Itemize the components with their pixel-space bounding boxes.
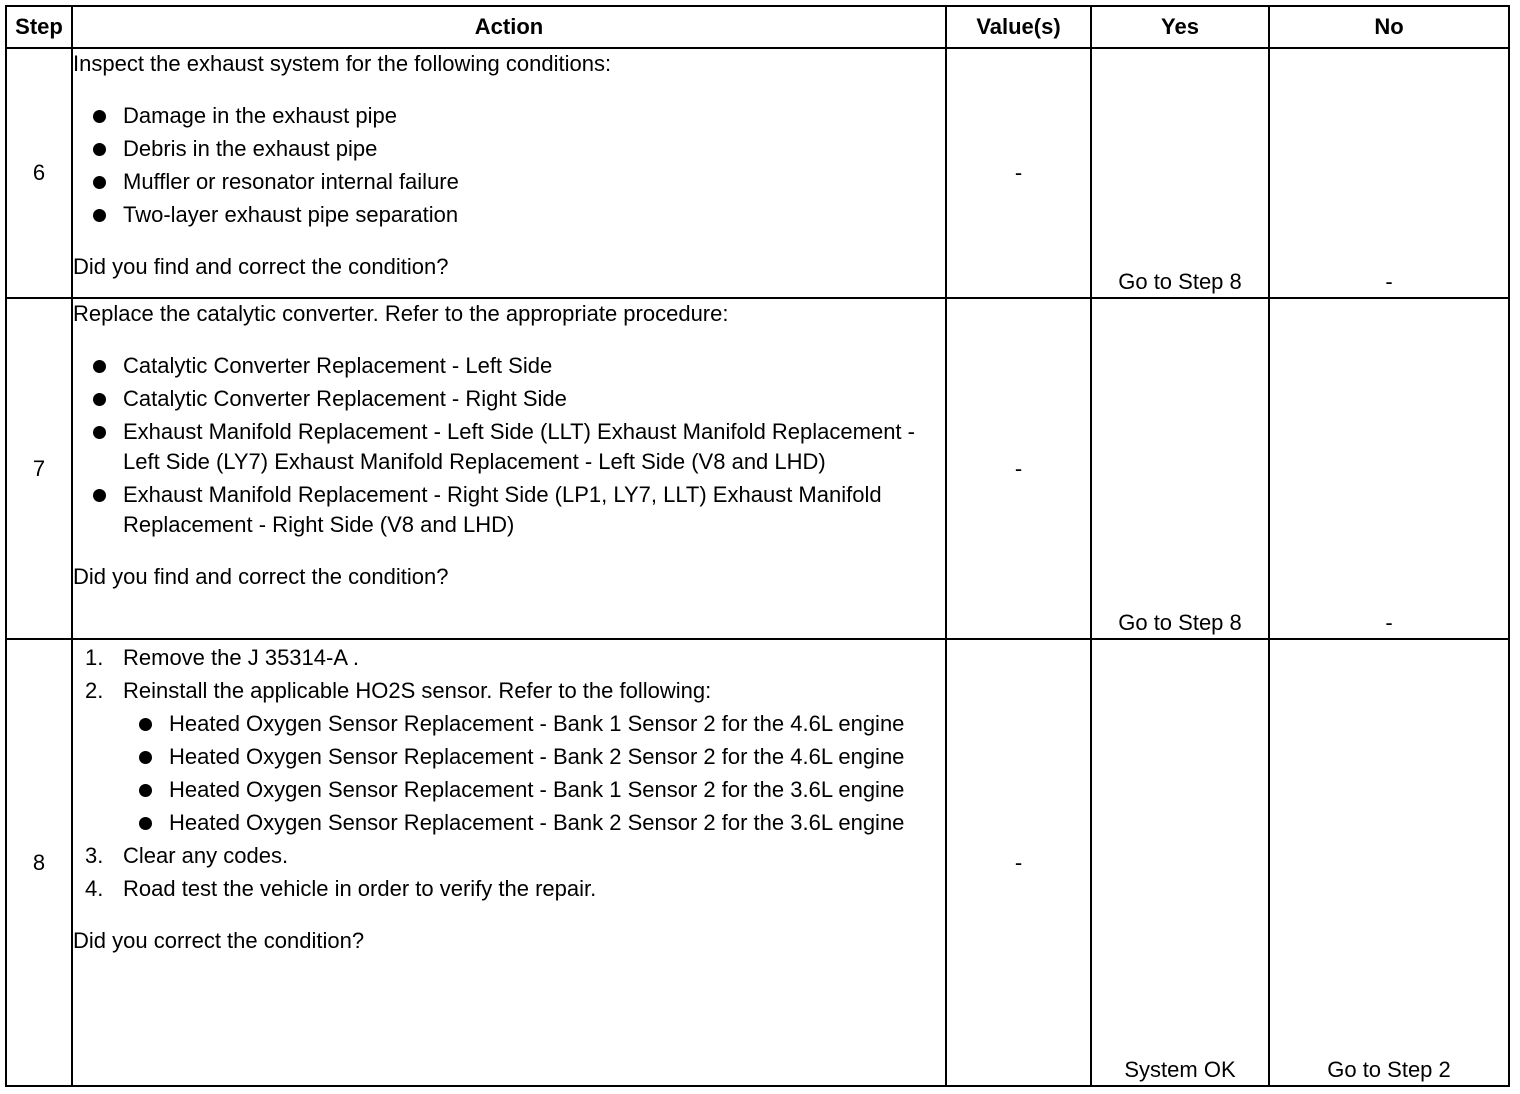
bullet-icon (139, 751, 152, 764)
list-item (91, 167, 945, 197)
list-item (91, 200, 945, 230)
list-item-text: Heated Oxygen Sensor Replacement - Bank 1 Sensor 2 for the 4.6L engine (169, 711, 905, 736)
bullet-icon (93, 426, 106, 439)
action-question: Did you correct the condition? (73, 928, 365, 953)
action-intro: Inspect the exhaust system for the following conditions: (73, 51, 612, 76)
header-step: Step (6, 6, 72, 48)
table-row-step-8 (6, 639, 1509, 1086)
step-number: 7 (6, 298, 72, 639)
header-no: No (1269, 6, 1509, 48)
list-item (91, 480, 945, 540)
list-item-text: Two-layer exhaust pipe separation (123, 202, 459, 227)
list-item (137, 742, 945, 772)
yes-result: System OK (1091, 639, 1269, 1086)
bullet-icon (139, 784, 152, 797)
sensor-list (123, 709, 945, 838)
list-item (137, 775, 945, 805)
list-item-text: Exhaust Manifold Replacement - Right Side (LP1, LY7, LLT) Exhaust Manifold Replacement - Right Side (V8 and LHD) (123, 482, 882, 537)
numbered-step (85, 874, 945, 904)
table-row-step-7 (6, 298, 1509, 639)
no-result: - (1269, 48, 1509, 298)
value-cell: - (946, 48, 1091, 298)
list-item (91, 417, 945, 477)
bullet-icon (93, 110, 106, 123)
numbered-steps (73, 643, 945, 904)
list-item-text: Damage in the exhaust pipe (123, 103, 397, 128)
no-result: Go to Step 2 (1269, 639, 1509, 1086)
list-item-text: Catalytic Converter Replacement - Right Side (123, 386, 567, 411)
header-yes: Yes (1091, 6, 1269, 48)
action-cell (72, 298, 946, 639)
list-item (91, 384, 945, 414)
numbered-step-text: Remove the J 35314-A . (123, 645, 360, 670)
no-result: - (1269, 298, 1509, 639)
list-item (91, 134, 945, 164)
bullet-icon (139, 817, 152, 830)
list-item-text: Heated Oxygen Sensor Replacement - Bank 1 Sensor 2 for the 3.6L engine (169, 777, 905, 802)
action-cell (72, 639, 946, 1086)
step-index: 3. (85, 843, 104, 868)
condition-list (73, 101, 945, 230)
list-item-text: Muffler or resonator internal failure (123, 169, 459, 194)
header-action: Action (72, 6, 946, 48)
bullet-icon (93, 360, 106, 373)
table-row-step-6 (6, 48, 1509, 298)
value-cell: - (946, 298, 1091, 639)
step-index: 1. (85, 645, 104, 670)
list-item (91, 351, 945, 381)
list-item-text: Catalytic Converter Replacement - Left Side (123, 353, 553, 378)
step-index: 4. (85, 876, 104, 901)
numbered-step (85, 841, 945, 871)
list-item-text: Heated Oxygen Sensor Replacement - Bank 2 Sensor 2 for the 4.6L engine (169, 744, 905, 769)
list-item-text: Heated Oxygen Sensor Replacement - Bank 2 Sensor 2 for the 3.6L engine (169, 810, 905, 835)
bullet-icon (93, 143, 106, 156)
numbered-step (85, 643, 945, 673)
action-cell (72, 48, 946, 298)
step-number: 8 (6, 639, 72, 1086)
action-intro: Replace the catalytic converter. Refer to the appropriate procedure: (73, 301, 729, 326)
procedure-list (73, 351, 945, 540)
header-row (6, 6, 1509, 48)
yes-result: Go to Step 8 (1091, 48, 1269, 298)
list-item (91, 101, 945, 131)
bullet-icon (93, 489, 106, 502)
action-question: Did you find and correct the condition? (73, 254, 449, 279)
numbered-step-text: Reinstall the applicable HO2S sensor. Refer to the following: (123, 678, 712, 703)
bullet-icon (93, 176, 106, 189)
action-question: Did you find and correct the condition? (73, 564, 449, 589)
numbered-step-text: Clear any codes. (123, 843, 289, 868)
yes-result: Go to Step 8 (1091, 298, 1269, 639)
header-values: Value(s) (946, 6, 1091, 48)
bullet-icon (93, 393, 106, 406)
list-item (137, 709, 945, 739)
diagnostic-table (5, 5, 1510, 1087)
value-cell: - (946, 639, 1091, 1086)
list-item (137, 808, 945, 838)
bullet-icon (139, 718, 152, 731)
step-index: 2. (85, 678, 104, 703)
list-item-text: Exhaust Manifold Replacement - Left Side (LLT) Exhaust Manifold Replacement - Left Side (LY7) Exhaust Manifold Replacement - Left Side (V8 and LHD) (123, 419, 915, 474)
step-number: 6 (6, 48, 72, 298)
bullet-icon (93, 209, 106, 222)
list-item-text: Debris in the exhaust pipe (123, 136, 378, 161)
numbered-step (85, 676, 945, 838)
numbered-step-text: Road test the vehicle in order to verify the repair. (123, 876, 597, 901)
